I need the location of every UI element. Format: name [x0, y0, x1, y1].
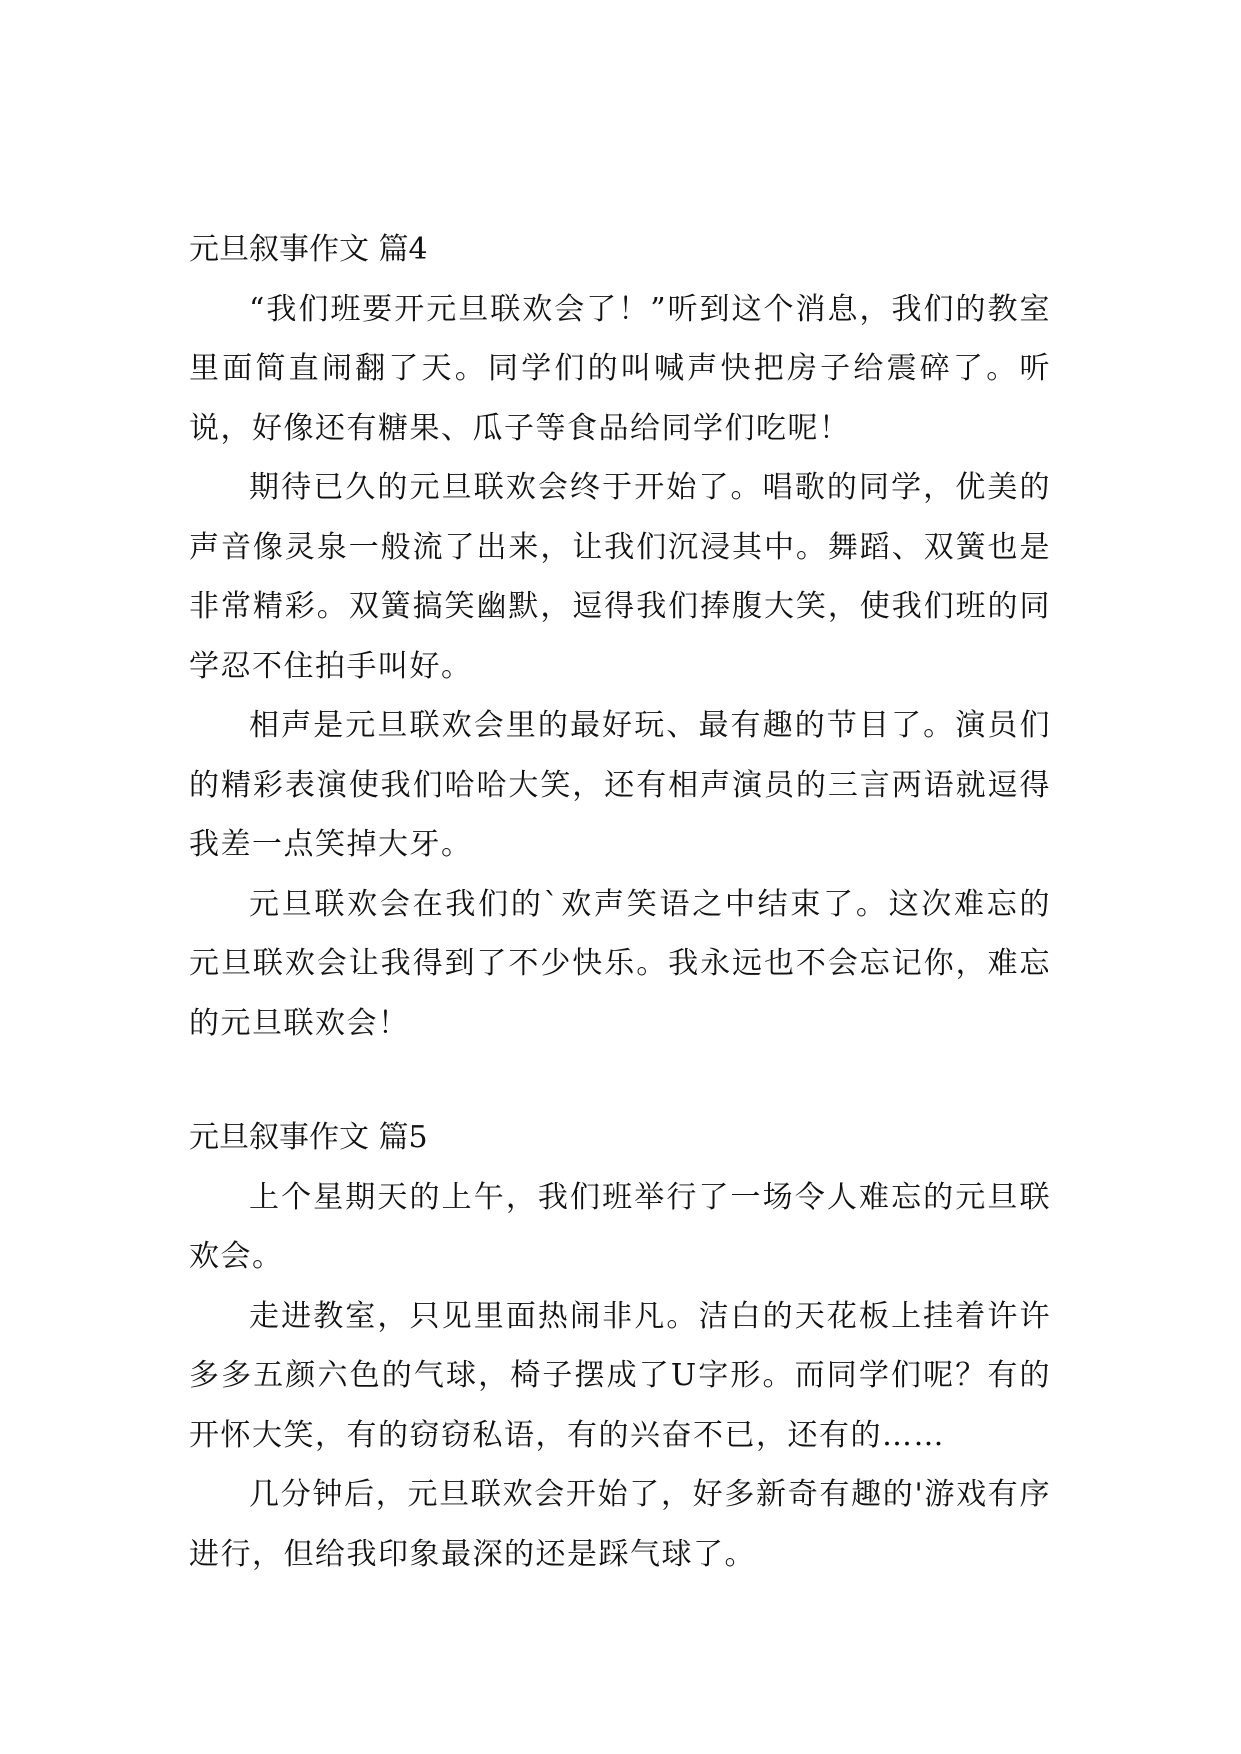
paragraph: 几分钟后，元旦联欢会开始了，好多新奇有趣的'游戏有序进行，但给我印象最深的还是踩气球了。	[189, 1477, 1051, 1572]
paragraph: 走进教室，只见里面热闹非凡。洁白的天花板上挂着许许多多五颜六色的气球，椅子摆成了U字形。而同学们呢？有的开怀大笑，有的窃窃私语，有的兴奋不已，还有的……	[189, 1298, 1051, 1453]
essay-title: 元旦叙事作文 篇5	[189, 1120, 428, 1155]
paragraph: 元旦联欢会在我们的`欢声笑语之中结束了。这次难忘的元旦联欢会让我得到了不少快乐。我永远也不会忘记你，难忘的元旦联欢会！	[189, 886, 1051, 1041]
essay-title: 元旦叙事作文 篇4	[189, 232, 428, 267]
paragraph: “我们班要开元旦联欢会了！”听到这个消息，我们的教室里面简直闹翻了天。同学们的叫喊声快把房子给震碎了。听说，好像还有糖果、瓜子等食品给同学们吃呢！	[189, 291, 1051, 446]
paragraph: 相声是元旦联欢会里的最好玩、最有趣的节目了。演员们的精彩表演使我们哈哈大笑，还有相声演员的三言两语就逗得我差一点笑掉大牙。	[189, 708, 1051, 862]
essay-section-4	[189, 220, 1051, 1053]
paragraph: 期待已久的元旦联欢会终于开始了。唱歌的同学，优美的声音像灵泉一般流了出来，让我们沉浸其中。舞蹈、双簧也是非常精彩。双簧搞笑幽默，逗得我们捧腹大笑，使我们班的同学忍不住拍手叫好。	[189, 470, 1051, 684]
paragraph: 上个星期天的上午，我们班举行了一场令人难忘的元旦联欢会。	[189, 1179, 1051, 1274]
essay-section-5	[189, 1108, 1051, 1584]
document-body	[189, 220, 1051, 1584]
